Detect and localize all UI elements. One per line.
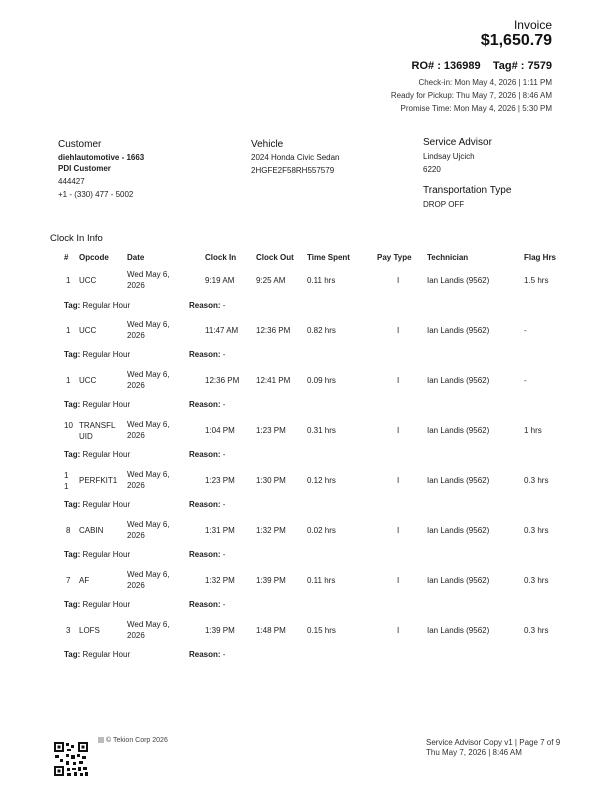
row-date: Wed May 6, 2026 (127, 520, 170, 540)
row-time-spent: 0.11 hrs (307, 576, 336, 585)
row-clock-out: 1:32 PM (256, 526, 286, 535)
row-opcode: PERFKIT1 (79, 476, 118, 485)
vehicle-vin: 2HGFE2F58RH557579 (251, 166, 335, 175)
row-date: Wed May 6, 2026 (127, 570, 170, 590)
row-reason: Reason: - (189, 550, 226, 559)
invoice-total: $1,650.79 (480, 32, 552, 49)
ro-tag-line (412, 60, 552, 72)
row-clock-out: 1:23 PM (256, 426, 286, 435)
qr-code-icon (53, 741, 89, 777)
row-pay-type: I (397, 376, 400, 385)
footer-copy-info: Service Advisor Copy v1 | Page 7 of 9 (426, 738, 561, 747)
col-header-num: # (64, 253, 69, 262)
row-pay-type: I (397, 626, 400, 635)
row-clock-in: 9:19 AM (205, 276, 235, 285)
row-num: 3 (66, 626, 71, 635)
row-time-spent: 0.02 hrs (307, 526, 336, 535)
row-tag: Tag: Regular Hour (64, 500, 131, 509)
row-flag-hrs: - (524, 326, 527, 335)
row-time-spent: 0.11 hrs (307, 276, 336, 285)
col-header-opcode: Opcode (79, 253, 109, 262)
ro-label: RO# : (411, 60, 441, 72)
invoice-title: Invoice (513, 18, 552, 32)
advisor-name: Lindsay Ujcich (423, 152, 475, 161)
row-date: Wed May 6, 2026 (127, 320, 170, 340)
row-time-spent: 0.82 hrs (307, 326, 336, 335)
footer-copyright: © Tekion Corp 2026 (98, 737, 168, 744)
row-tag: Tag: Regular Hour (64, 650, 131, 659)
customer-name: diehlautomotive - 1663 (58, 153, 145, 162)
row-tag: Tag: Regular Hour (64, 350, 131, 359)
row-reason: Reason: - (189, 450, 226, 459)
footer-printed: Thu May 7, 2026 | 8:46 AM (426, 748, 522, 757)
row-pay-type: I (397, 276, 400, 285)
advisor-heading: Service Advisor (423, 137, 492, 148)
row-opcode: UCC (79, 326, 97, 335)
row-pay-type: I (397, 526, 400, 535)
row-time-spent: 0.12 hrs (307, 476, 336, 485)
row-tag: Tag: Regular Hour (64, 600, 131, 609)
row-clock-in: 1:32 PM (205, 576, 235, 585)
promise-time: Promise Time: Mon May 4, 2026 | 5:30 PM (400, 104, 552, 113)
row-pay-type: I (397, 426, 400, 435)
row-technician: Ian Landis (9562) (427, 526, 490, 535)
col-header-pay-type: Pay Type (377, 253, 412, 262)
row-technician: Ian Landis (9562) (427, 576, 490, 585)
row-opcode: TRANSFLUID (79, 421, 116, 441)
col-header-technician: Technician (427, 253, 469, 262)
row-opcode: CABIN (79, 526, 104, 535)
transport-heading: Transportation Type (423, 185, 512, 196)
tag-label: Tag# : (492, 60, 525, 72)
row-clock-out: 9:25 AM (256, 276, 286, 285)
row-tag: Tag: Regular Hour (64, 301, 131, 310)
customer-id: 444427 (58, 177, 85, 186)
row-tag: Tag: Regular Hour (64, 450, 131, 459)
row-reason: Reason: - (189, 650, 226, 659)
row-flag-hrs: 1.5 hrs (524, 276, 549, 285)
customer-heading: Customer (58, 139, 102, 150)
row-date: Wed May 6, 2026 (127, 270, 170, 290)
customer-type: PDI Customer (58, 164, 111, 173)
row-flag-hrs: 0.3 hrs (524, 526, 549, 535)
row-num: 10 (64, 421, 73, 430)
row-date: Wed May 6, 2026 (127, 370, 170, 390)
col-header-date: Date (127, 253, 145, 262)
row-pay-type: I (397, 476, 400, 485)
row-time-spent: 0.15 hrs (307, 626, 336, 635)
row-clock-out: 1:48 PM (256, 626, 286, 635)
row-tag: Tag: Regular Hour (64, 550, 131, 559)
row-clock-out: 12:41 PM (256, 376, 291, 385)
row-reason: Reason: - (189, 301, 226, 310)
row-clock-out: 1:30 PM (256, 476, 286, 485)
row-technician: Ian Landis (9562) (427, 276, 490, 285)
row-clock-in: 12:36 PM (205, 376, 240, 385)
row-num: 1 (66, 326, 71, 335)
row-technician: Ian Landis (9562) (427, 476, 490, 485)
tag-number: 7579 (527, 60, 552, 72)
row-pay-type: I (397, 576, 400, 585)
col-header-flag-hrs: Flag Hrs (524, 253, 557, 262)
row-opcode: AF (79, 576, 90, 585)
row-flag-hrs: 0.3 hrs (524, 576, 549, 585)
row-reason: Reason: - (189, 350, 226, 359)
row-clock-in: 1:04 PM (205, 426, 235, 435)
row-opcode: UCC (79, 376, 97, 385)
row-technician: Ian Landis (9562) (427, 426, 490, 435)
col-header-clock-in: Clock In (205, 253, 237, 262)
row-num: 1 (66, 276, 71, 285)
row-num: 7 (66, 576, 71, 585)
row-clock-out: 12:36 PM (256, 326, 291, 335)
row-time-spent: 0.31 hrs (307, 426, 336, 435)
row-reason: Reason: - (189, 400, 226, 409)
row-opcode: UCC (79, 276, 97, 285)
row-flag-hrs: 0.3 hrs (524, 476, 549, 485)
row-reason: Reason: - (189, 600, 226, 609)
row-reason: Reason: - (189, 500, 226, 509)
row-num: 11 (64, 471, 69, 491)
row-flag-hrs: - (524, 376, 527, 385)
row-date: Wed May 6, 2026 (127, 620, 170, 640)
ready-time: Ready for Pickup: Thu May 7, 2026 | 8:46 AM (390, 91, 552, 100)
clock-in-title: Clock In Info (50, 233, 103, 244)
row-date: Wed May 6, 2026 (127, 470, 170, 490)
row-clock-in: 1:39 PM (205, 626, 235, 635)
row-clock-in: 1:31 PM (205, 526, 235, 535)
row-flag-hrs: 1 hrs (524, 426, 542, 435)
customer-phone: +1 - (330) 477 - 5002 (58, 190, 134, 199)
row-technician: Ian Landis (9562) (427, 326, 490, 335)
row-date: Wed May 6, 2026 (127, 420, 170, 440)
small-square-icon (98, 737, 104, 743)
row-technician: Ian Landis (9562) (427, 626, 490, 635)
vehicle-description: 2024 Honda Civic Sedan (251, 153, 340, 162)
col-header-clock-out: Clock Out (256, 253, 294, 262)
row-flag-hrs: 0.3 hrs (524, 626, 549, 635)
col-header-time-spent: Time Spent (307, 253, 350, 262)
advisor-number: 6220 (423, 165, 441, 174)
row-num: 8 (66, 526, 71, 535)
row-clock-in: 1:23 PM (205, 476, 235, 485)
vehicle-heading: Vehicle (251, 139, 284, 150)
row-pay-type: I (397, 326, 400, 335)
row-opcode: LOFS (79, 626, 100, 635)
ro-number: 136989 (443, 60, 481, 72)
checkin-time: Check-in: Mon May 4, 2026 | 1:11 PM (418, 78, 552, 87)
row-clock-out: 1:39 PM (256, 576, 286, 585)
row-time-spent: 0.09 hrs (307, 376, 336, 385)
row-technician: Ian Landis (9562) (427, 376, 490, 385)
row-tag: Tag: Regular Hour (64, 400, 131, 409)
row-clock-in: 11:47 AM (205, 326, 239, 335)
row-num: 1 (66, 376, 71, 385)
transport-value: DROP OFF (423, 200, 465, 209)
